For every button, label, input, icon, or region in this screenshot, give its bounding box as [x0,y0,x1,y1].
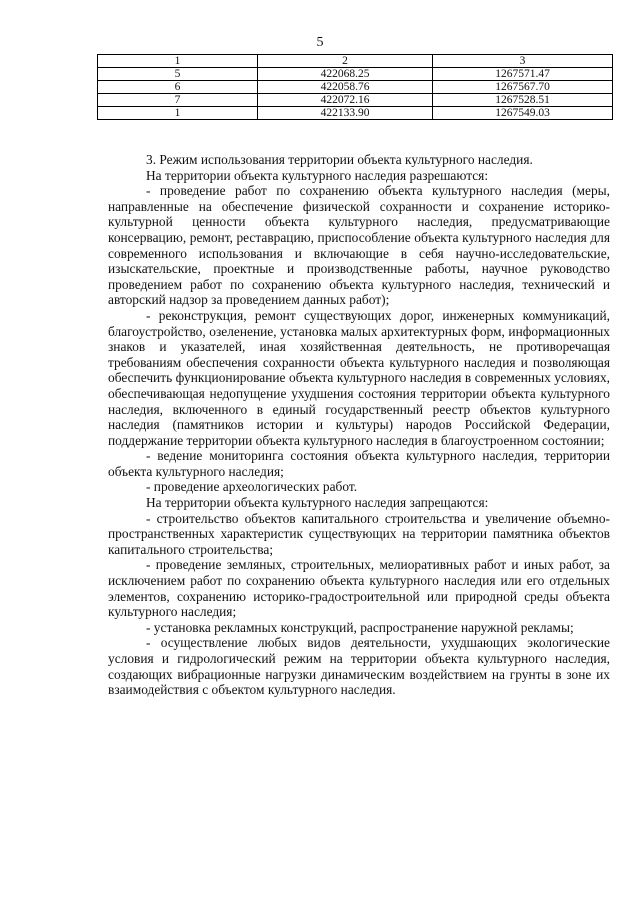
list-item: - установка рекламных конструкций, распространение наружной рекламы; [146,619,574,635]
list-item: - ведение мониторинга состояния объекта культурного наследия, территории объекта культурного наследия; [108,448,610,479]
point-number-cell: 7 [98,94,258,107]
coordinates-table [97,54,613,120]
x-coordinate-cell: 422133.90 [258,107,433,120]
list-item: - проведение работ по сохранению объекта культурного наследия (меры, направленные на обеспечение физической сохранности и сохранение историко-культурной ценности объекта культурного наследия, предусматривающие консервацию, ремонт, реставрацию, приспособление объекта культурного наследия для современного использования и включающие в себя научно-исследовательские, изыскательские, проектные и производственные работы, научное руководство проведением работ по сохранению объекта культурного наследия, технический и авторский надзор за проведением данных работ); [108,183,610,308]
x-coordinate-cell: 422058.76 [258,81,433,94]
point-number-cell: 5 [98,68,258,81]
table-row [98,94,613,107]
list-item: - строительство объектов капитального строительства и увеличение объемно-пространственных характеристик существующих на территории памятника объектов капитального строительства; [108,510,610,557]
body-text [108,152,610,698]
table-header-cell: 3 [433,55,613,68]
point-number-cell: 6 [98,81,258,94]
y-coordinate-cell: 1267567.70 [433,81,613,94]
allowed-intro: На территории объекта культурного наследия разрешаются: [146,167,489,183]
page-number: 5 [316,35,324,50]
y-coordinate-cell: 1267571.47 [433,68,613,81]
list-item: - осуществление любых видов деятельности, ухудшающих экологические условия и гидрологический режим на территории объекта культурного наследия, создающих вибрационные нагрузки динамическим воздействием на грунты в зоне их взаимодействия с объектом культурного наследия. [108,635,610,698]
list-item: - проведение земляных, строительных, мелиоративных работ и иных работ, за исключением работ по сохранению объекта культурного наследия или его отдельных элементов, сохранению историко-градостроительной или природной среды объекта культурного наследия; [108,557,610,620]
table-header-cell: 2 [258,55,433,68]
prohibited-intro: На территории объекта культурного наследия запрещаются: [146,495,489,511]
x-coordinate-cell: 422072.16 [258,94,433,107]
table-row [98,68,613,81]
list-item: - проведение археологических работ. [146,479,358,495]
table-header-cell: 1 [98,55,258,68]
table-header-row [98,55,613,68]
list-item: - реконструкция, ремонт существующих дорог, инженерных коммуникаций, благоустройство, озеленение, установка малых архитектурных форм, информационных знаков и указателей, иная хозяйственная деятельность, не противоречащая требованиям обеспечения сохранности объекта культурного наследия и позволяющая обеспечить функционирование объекта культурного наследия в современных условиях, обеспечивающая недопущение ухудшения состояния территории объекта культурного наследия, включенного в единый государственный реестр объектов культурного наследия (памятников истории и культуры) народов Российской Федерации, поддержание территории объекта культурного наследия в благоустроенном состоянии; [108,307,610,448]
y-coordinate-cell: 1267549.03 [433,107,613,120]
section-heading: 3. Режим использования территории объекта культурного наследия. [146,152,533,167]
table-row [98,81,613,94]
table-row [98,107,613,120]
point-number-cell: 1 [98,107,258,120]
x-coordinate-cell: 422068.25 [258,68,433,81]
y-coordinate-cell: 1267528.51 [433,94,613,107]
